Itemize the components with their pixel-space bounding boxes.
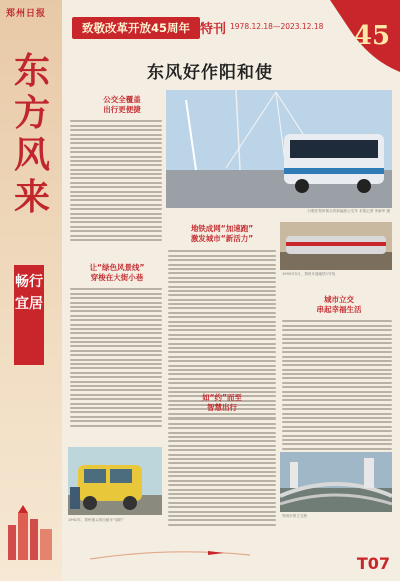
- interchange-caption: 郑州市的立交桥: [282, 514, 308, 518]
- anniversary-ribbon: 致敬改革开放45周年: [72, 17, 200, 39]
- interchange-photo: [280, 452, 392, 512]
- column-tag: 畅行宜居: [14, 265, 44, 365]
- subway-caption: 1995年5月，郑州开通地铁1号线: [282, 272, 336, 276]
- section-5-body: [168, 416, 276, 528]
- date-range: 1978.12.18—2023.12.18: [230, 22, 324, 31]
- section-title-1: 公交全覆盖 出行更便捷: [103, 95, 141, 114]
- bus-photo: [166, 90, 392, 208]
- skyline-icon: [4, 505, 60, 560]
- subway-photo: [280, 222, 392, 270]
- old-taxi-caption: 1992年，郑州街头的出租车“面的”: [68, 518, 124, 522]
- section-title-2: 让“绿色风景线” 穿梭在大街小巷: [89, 263, 145, 282]
- page-number: T07: [356, 554, 390, 573]
- anniversary-45-badge: [330, 0, 400, 72]
- old-taxi-photo: [68, 447, 162, 515]
- section-title-3: 地铁成网“加速跑” 激发城市“新活力”: [190, 224, 254, 243]
- big-title: 东方风来: [13, 50, 50, 218]
- plane-decoration-icon: [90, 545, 250, 563]
- bus-caption: 行驶在郑州街头的新能源公交车 本报记者 李新华 摄: [307, 209, 390, 213]
- masthead: 郑州日报: [6, 9, 47, 19]
- section-1-body: [70, 118, 162, 243]
- section-title-4: 城市立交 串起幸福生活: [316, 295, 362, 314]
- section-2-body: [70, 286, 162, 429]
- corner-number: 45: [353, 21, 391, 51]
- special-edition-label: 特刊: [200, 22, 227, 37]
- page-headline: 东风好作阳和使: [147, 63, 273, 83]
- section-title-5: 如“约”而至 智慧出行: [202, 393, 242, 412]
